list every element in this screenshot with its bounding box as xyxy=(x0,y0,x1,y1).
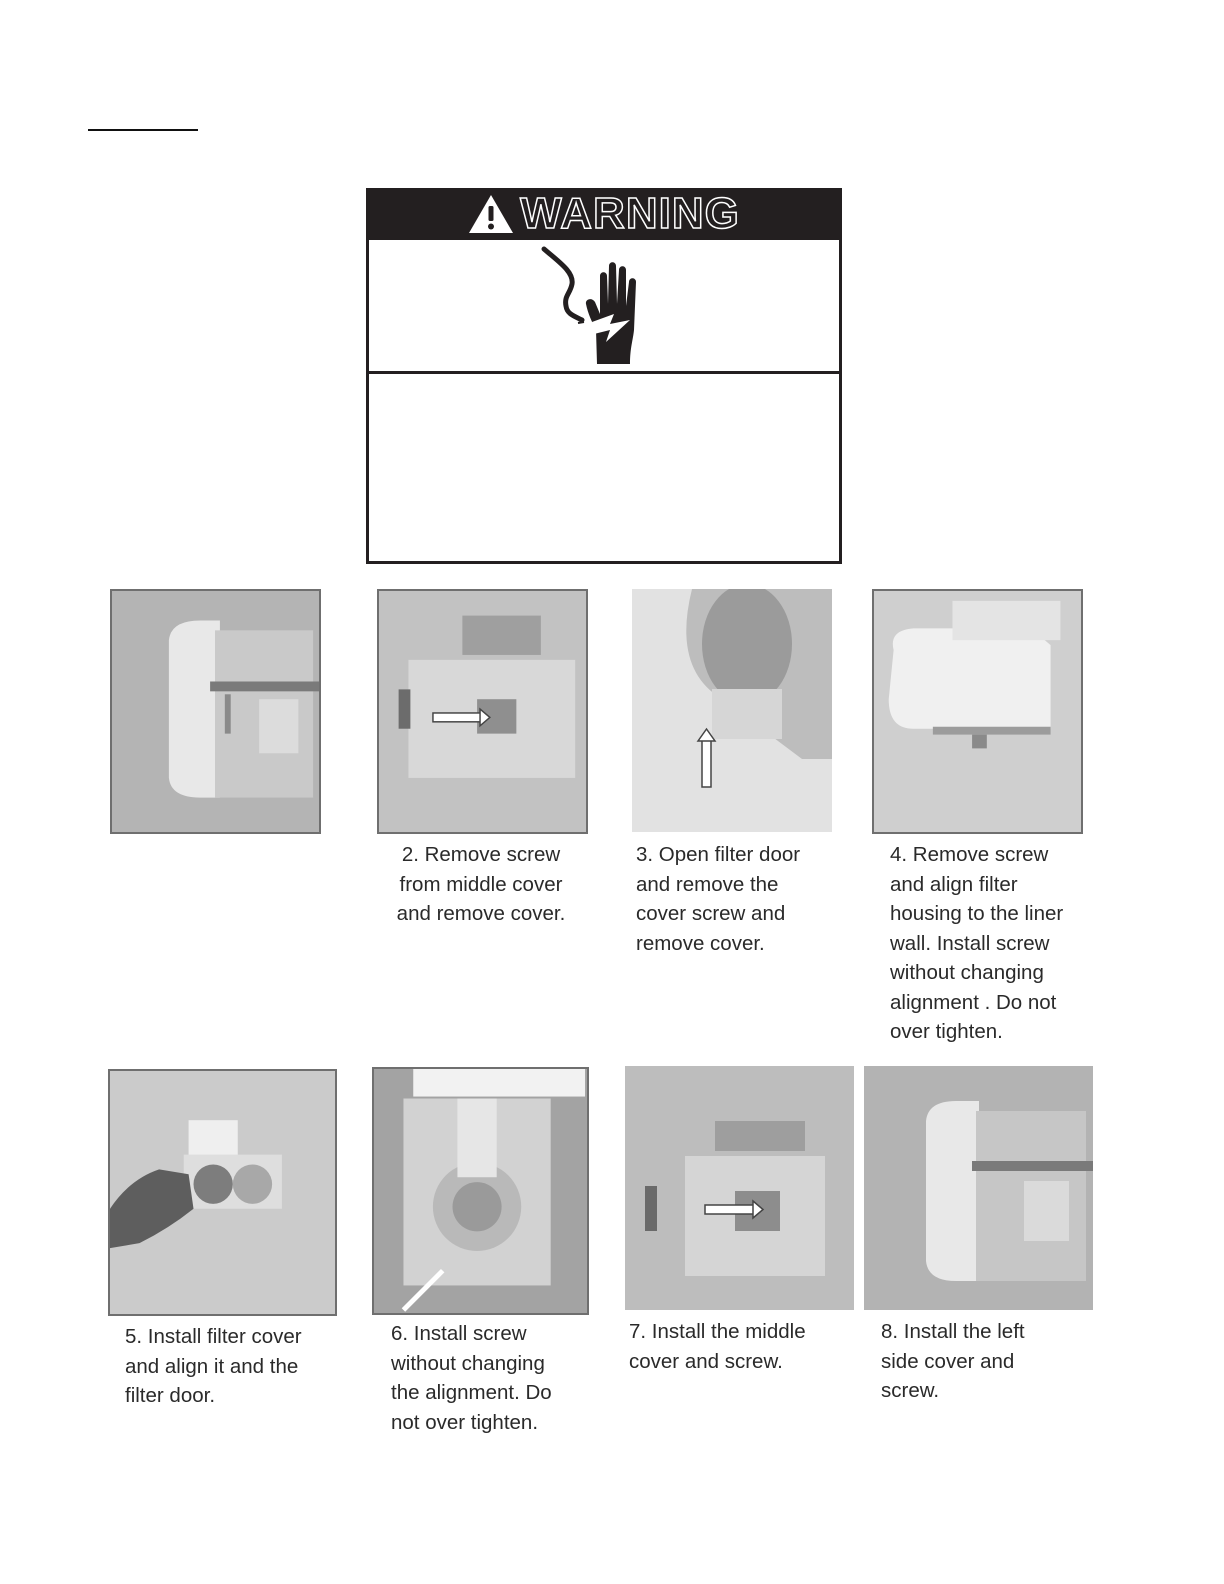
warning-header xyxy=(366,188,842,240)
middle-cover-install-photo xyxy=(625,1066,854,1310)
step-6-caption: 6. Install screw without changing the alignment. Do not over tighten. xyxy=(391,1322,552,1434)
filter-cover-install-photo xyxy=(110,1071,335,1314)
step-2-photo xyxy=(377,589,588,834)
electrical-shock-hazard-icon xyxy=(534,244,674,369)
step-4-caption: 4. Remove screw and align filter housing to the liner wall. Install screw without changing alignment . Do not over tighten. xyxy=(890,843,1064,1043)
step-5-photo xyxy=(108,1069,337,1316)
install-screw-photo xyxy=(374,1069,587,1313)
filter-housing-photo xyxy=(874,591,1081,832)
filter-door-photo xyxy=(632,589,832,832)
step-4-photo xyxy=(872,589,1083,834)
step-8-photo xyxy=(864,1066,1093,1310)
step-2-caption: 2. Remove screw from middle cover and remove cover. xyxy=(396,843,566,925)
step-3-photo xyxy=(632,589,832,832)
warning-symbol-panel xyxy=(366,240,842,374)
alert-triangle-icon xyxy=(468,194,514,234)
left-side-cover-photo xyxy=(112,591,319,832)
left-side-cover-install-photo xyxy=(864,1066,1093,1310)
step-6-photo xyxy=(372,1067,589,1315)
step-7-caption: 7. Install the middle cover and screw. xyxy=(629,1320,806,1373)
step-5-caption: 5. Install filter cover and align it and the filter door. xyxy=(125,1325,302,1407)
warning-text-panel xyxy=(366,374,842,564)
warning-box xyxy=(366,188,842,564)
top-rule xyxy=(88,129,198,131)
step-1-photo xyxy=(110,589,321,834)
step-8-caption: 8. Install the left side cover and screw. xyxy=(881,1320,1025,1402)
step-7-photo xyxy=(625,1066,854,1310)
warning-title: WARNING xyxy=(520,189,740,238)
step-3-caption: 3. Open filter door and remove the cover screw and remove cover. xyxy=(636,843,801,955)
middle-cover-screw-photo xyxy=(379,591,586,832)
